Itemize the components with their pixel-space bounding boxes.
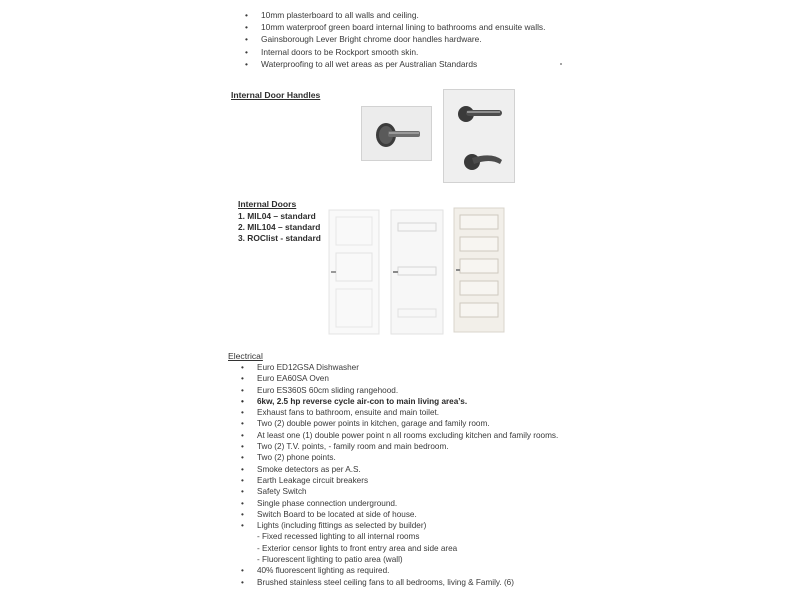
list-item: - Fluorescent lighting to patio area (wall) <box>257 555 403 565</box>
list-item: • Brushed stainless steel ceiling fans to all bedrooms, living & Family. (6) <box>240 577 558 588</box>
list-item: • 10mm plasterboard to all walls and ceiling. <box>244 9 545 21</box>
door-image-roclist <box>453 207 505 333</box>
list-item: • Two (2) double power points in kitchen, garage and family room. <box>240 418 558 429</box>
list-item: • Euro ES360S 60cm sliding rangehood. <box>240 385 558 396</box>
list-item: • Internal doors to be Rockport smooth skin. <box>244 46 545 58</box>
list-item: • At least one (1) double power point n all rooms excluding kitchen and family rooms. <box>240 430 558 441</box>
list-item: 1. MIL04 – standard <box>238 211 316 221</box>
lever-handles-pair-icon <box>444 90 514 182</box>
list-item: - Exterior censor lights to front entry area and side area <box>257 543 458 553</box>
list-item: • Gainsborough Lever Bright chrome door handles hardware. <box>244 33 545 45</box>
internal-doors-heading: Internal Doors <box>238 199 297 209</box>
list-item: • 6kw, 2.5 hp reverse cycle air-con to main living area’s. <box>240 396 558 407</box>
door-image-mil04 <box>328 209 380 335</box>
scan-speck <box>560 63 562 65</box>
list-item: • Single phase connection underground. <box>240 498 558 509</box>
list-item: - Fixed recessed lighting to all internal rooms <box>257 532 420 542</box>
electrical-list <box>240 362 558 588</box>
list-item: • 10mm waterproof green board internal lining to bathrooms and ensuite walls. <box>244 21 545 33</box>
list-item: • Waterproofing to all wet areas as per Australian Standards <box>244 58 545 70</box>
door-icon <box>453 207 505 333</box>
door-icon <box>328 209 380 335</box>
list-item: • Earth Leakage circuit breakers <box>240 475 558 486</box>
list-item: • Two (2) phone points. <box>240 452 558 463</box>
door-image-mil104 <box>390 209 444 335</box>
list-item: • 40% fluorescent lighting as required. <box>240 565 558 576</box>
list-item: • Switch Board to be located at side of house. <box>240 509 558 520</box>
list-item: • Euro EA60SA Oven <box>240 373 558 384</box>
list-item: • Euro ED12GSA Dishwasher <box>240 362 558 373</box>
door-handle-photo-2 <box>443 89 515 183</box>
list-item: • Safety Switch <box>240 486 558 497</box>
door-handle-photo-1 <box>361 106 432 161</box>
door-handles-heading: Internal Door Handles <box>231 90 321 100</box>
construction-bullet-list <box>244 9 545 70</box>
list-item: • Smoke detectors as per A.S. <box>240 464 558 475</box>
list-item: 3. ROClist - standard <box>238 233 321 243</box>
list-item: • Exhaust fans to bathroom, ensuite and main toilet. <box>240 407 558 418</box>
list-item: • Two (2) T.V. points, - family room and main bedroom. <box>240 441 558 452</box>
lever-handle-icon <box>362 107 431 160</box>
list-item: 2. MIL104 – standard <box>238 222 321 232</box>
internal-doors-list <box>238 211 321 244</box>
electrical-heading: Electrical <box>228 351 263 361</box>
door-icon <box>390 209 444 335</box>
list-item: • Lights (including fittings as selected by builder) <box>240 520 558 531</box>
